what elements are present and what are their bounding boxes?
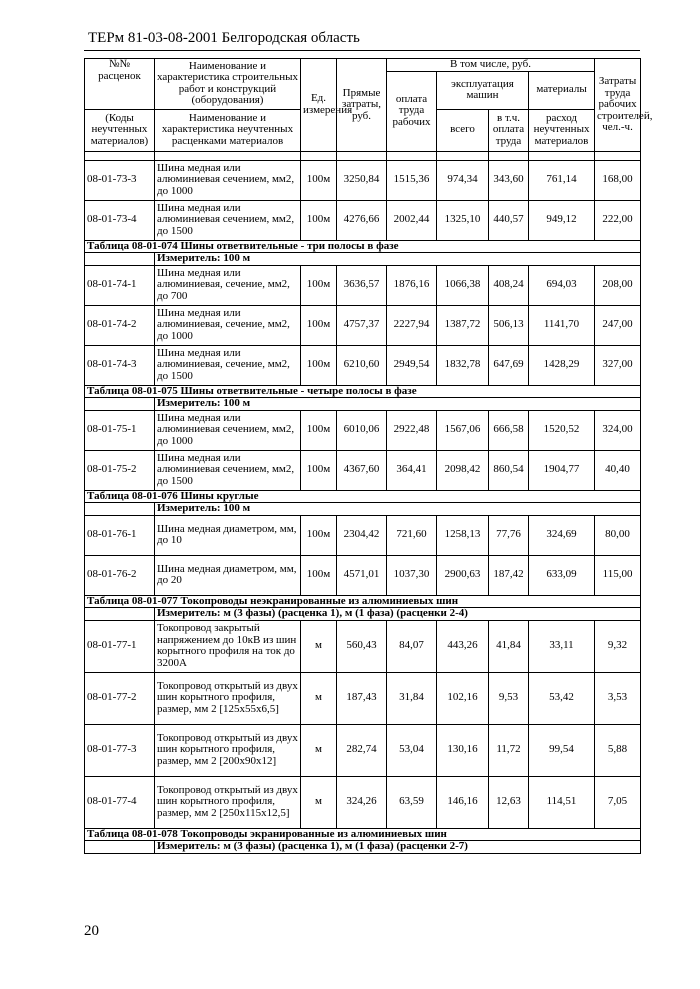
rate-wages: 53,04 [387, 724, 437, 776]
rate-materials: 1428,29 [529, 345, 595, 385]
rate-machines: 1325,10 [437, 200, 489, 240]
rate-unit: 100м [301, 345, 337, 385]
measure-spacer [85, 608, 155, 621]
measure-label: Измеритель: 100 м [155, 398, 641, 411]
table-title: Таблица 08-01-074 Шины ответвительные - три полосы в фазе [85, 240, 641, 253]
rate-machines: 1066,38 [437, 265, 489, 305]
col-incl-wages-header: в т.ч. оплата труда [489, 109, 529, 151]
rate-materials: 33,11 [529, 620, 595, 672]
rate-machines: 2900,63 [437, 555, 489, 595]
rate-machines: 443,26 [437, 620, 489, 672]
rates-table [84, 58, 653, 854]
rate-machines: 102,16 [437, 672, 489, 724]
header-rule [84, 50, 640, 51]
rate-wages: 2922,48 [387, 410, 437, 450]
table-title-row [85, 595, 641, 608]
measure-row [85, 398, 641, 411]
rate-labor: 7,05 [595, 776, 641, 828]
table-title-row [85, 490, 641, 503]
rate-direct: 560,43 [337, 620, 387, 672]
rate-code: 08-01-74-2 [85, 305, 155, 345]
rate-code: 08-01-77-4 [85, 776, 155, 828]
rate-labor: 9,32 [595, 620, 641, 672]
rate-code: 08-01-77-2 [85, 672, 155, 724]
table-row [85, 265, 641, 305]
rate-name: Шина медная или алюминиевая, сечение, мм2, до 700 [155, 265, 301, 305]
rate-wages: 1515,36 [387, 160, 437, 200]
rate-unit: 100м [301, 265, 337, 305]
table-title: Таблица 08-01-077 Токопроводы неэкранированные из алюминиевых шин [85, 595, 641, 608]
table-row [85, 555, 641, 595]
rate-wages: 1876,16 [387, 265, 437, 305]
rate-materials: 1141,70 [529, 305, 595, 345]
rate-unit: 100м [301, 450, 337, 490]
rate-name: Токопровод открытый из двух шин корытного профиля, размер, мм 2 [200x90x12] [155, 724, 301, 776]
rate-code: 08-01-73-4 [85, 200, 155, 240]
page-number: 20 [84, 923, 99, 939]
measure-label: Измеритель: 100 м [155, 503, 641, 516]
table-row [85, 724, 641, 776]
col-direct-header: Прямые затраты, руб. [337, 59, 387, 152]
rate-name: Шина медная или алюминиевая, сечение, мм2, до 1500 [155, 345, 301, 385]
rate-incl-wages: 12,63 [489, 776, 529, 828]
rate-materials: 1904,77 [529, 450, 595, 490]
measure-row [85, 253, 641, 266]
rate-unit: м [301, 776, 337, 828]
rate-wages: 63,59 [387, 776, 437, 828]
rate-direct: 2304,42 [337, 515, 387, 555]
rate-direct: 4367,60 [337, 450, 387, 490]
table-row [85, 620, 641, 672]
table-title: Таблица 08-01-078 Токопроводы экранированные из алюминиевых шин [85, 828, 641, 841]
col-labor-header: Затраты труда рабочих строителей, чел.-ч. [595, 59, 641, 152]
rate-materials: 694,03 [529, 265, 595, 305]
rate-incl-wages: 187,42 [489, 555, 529, 595]
measure-row [85, 503, 641, 516]
rate-incl-wages: 666,58 [489, 410, 529, 450]
rate-name: Шина медная или алюминиевая сечением, мм2, до 1000 [155, 160, 301, 200]
rate-code: 08-01-75-2 [85, 450, 155, 490]
table-title-row [85, 828, 641, 841]
rate-name: Шина медная диаметром, мм, до 20 [155, 555, 301, 595]
rate-labor: 208,00 [595, 265, 641, 305]
rate-direct: 6010,06 [337, 410, 387, 450]
rate-incl-wages: 9,53 [489, 672, 529, 724]
rate-materials: 114,51 [529, 776, 595, 828]
table-row [85, 410, 641, 450]
rate-code: 08-01-76-2 [85, 555, 155, 595]
rate-direct: 187,43 [337, 672, 387, 724]
rate-wages: 364,41 [387, 450, 437, 490]
measure-spacer [85, 503, 155, 516]
rate-unit: м [301, 620, 337, 672]
rate-name: Шина медная или алюминиевая сечением, мм2, до 1500 [155, 450, 301, 490]
rate-materials: 53,42 [529, 672, 595, 724]
rate-labor: 80,00 [595, 515, 641, 555]
rate-incl-wages: 506,13 [489, 305, 529, 345]
rate-unit: 100м [301, 515, 337, 555]
rate-incl-wages: 440,57 [489, 200, 529, 240]
measure-spacer [85, 398, 155, 411]
rate-name: Шина медная или алюминиевая, сечение, мм2, до 1000 [155, 305, 301, 345]
col-machines-header: эксплуатация машин [437, 71, 529, 109]
rate-materials: 99,54 [529, 724, 595, 776]
rate-incl-wages: 647,69 [489, 345, 529, 385]
col-total-header: всего [437, 109, 489, 151]
table-row [85, 515, 641, 555]
rate-materials: 949,12 [529, 200, 595, 240]
rate-code: 08-01-77-3 [85, 724, 155, 776]
rate-unit: 100м [301, 200, 337, 240]
rate-unit: м [301, 724, 337, 776]
col-materials-header: материалы [529, 71, 595, 109]
table-title: Таблица 08-01-076 Шины круглые [85, 490, 641, 503]
col-wages-header: оплата труда рабочих [387, 71, 437, 151]
rate-machines: 1832,78 [437, 345, 489, 385]
rate-materials: 1520,52 [529, 410, 595, 450]
table-row [85, 160, 641, 200]
rate-code: 08-01-74-3 [85, 345, 155, 385]
rate-labor: 115,00 [595, 555, 641, 595]
rate-labor: 324,00 [595, 410, 641, 450]
rate-unit: 100м [301, 410, 337, 450]
rate-incl-wages: 408,24 [489, 265, 529, 305]
rate-direct: 3250,84 [337, 160, 387, 200]
rate-name: Шина медная диаметром, мм, до 10 [155, 515, 301, 555]
rate-machines: 130,16 [437, 724, 489, 776]
table-title-row [85, 385, 641, 398]
rate-unit: 100м [301, 555, 337, 595]
rate-labor: 327,00 [595, 345, 641, 385]
rate-direct: 324,26 [337, 776, 387, 828]
measure-row [85, 608, 641, 621]
rate-code: 08-01-77-1 [85, 620, 155, 672]
rate-machines: 1567,06 [437, 410, 489, 450]
rate-wages: 84,07 [387, 620, 437, 672]
rate-code: 08-01-76-1 [85, 515, 155, 555]
table-row [85, 305, 641, 345]
table-row [85, 345, 641, 385]
rate-incl-wages: 11,72 [489, 724, 529, 776]
rate-code: 08-01-75-1 [85, 410, 155, 450]
rate-direct: 4757,37 [337, 305, 387, 345]
col-name-header: Наименование и характеристика строительных работ и конструкций (оборудования) [155, 59, 301, 110]
measure-spacer [85, 841, 155, 854]
rate-direct: 3636,57 [337, 265, 387, 305]
rate-wages: 2227,94 [387, 305, 437, 345]
rate-code: 08-01-74-1 [85, 265, 155, 305]
rate-materials: 761,14 [529, 160, 595, 200]
col-incl-header: В том числе, руб. [387, 59, 595, 72]
col-name-sub-header: Наименование и характеристика неучтенных расценками материалов [155, 109, 301, 151]
measure-spacer [85, 253, 155, 266]
rate-labor: 40,40 [595, 450, 641, 490]
rate-machines: 1387,72 [437, 305, 489, 345]
rate-incl-wages: 41,84 [489, 620, 529, 672]
rate-machines: 2098,42 [437, 450, 489, 490]
rate-direct: 4276,66 [337, 200, 387, 240]
rate-name: Токопровод закрытый напряжением до 10кВ из шин корытного профиля на ток до 3200А [155, 620, 301, 672]
rate-wages: 31,84 [387, 672, 437, 724]
rate-name: Шина медная или алюминиевая сечением, мм2, до 1500 [155, 200, 301, 240]
rate-name: Шина медная или алюминиевая сечением, мм2, до 1000 [155, 410, 301, 450]
rate-name: Токопровод открытый из двух шин корытного профиля, размер, мм 2 [125x55x6,5] [155, 672, 301, 724]
table-row [85, 672, 641, 724]
rate-unit: м [301, 672, 337, 724]
rate-incl-wages: 860,54 [489, 450, 529, 490]
measure-row [85, 841, 641, 854]
measure-label: Измеритель: 100 м [155, 253, 641, 266]
page-header: ТЕРм 81-03-08-2001 Белгородская область [88, 30, 360, 46]
rate-code: 08-01-73-3 [85, 160, 155, 200]
rate-labor: 3,53 [595, 672, 641, 724]
col-mat-cons-header: расход неучтенных материалов [529, 109, 595, 151]
table-row [85, 776, 641, 828]
rate-name: Токопровод открытый из двух шин корытного профиля, размер, мм 2 [250x115x12,5] [155, 776, 301, 828]
table-row [85, 200, 641, 240]
rate-direct: 282,74 [337, 724, 387, 776]
rate-materials: 633,09 [529, 555, 595, 595]
table-title-row [85, 240, 641, 253]
rate-direct: 6210,60 [337, 345, 387, 385]
rate-materials: 324,69 [529, 515, 595, 555]
measure-label: Измеритель: м (3 фазы) (расценка 1), м (1 фаза) (расценки 2-7) [155, 841, 641, 854]
table-row [85, 450, 641, 490]
rate-wages: 721,60 [387, 515, 437, 555]
rate-wages: 1037,30 [387, 555, 437, 595]
rate-wages: 2002,44 [387, 200, 437, 240]
table-title: Таблица 08-01-075 Шины ответвительные - четыре полосы в фазе [85, 385, 641, 398]
rate-labor: 5,88 [595, 724, 641, 776]
rate-incl-wages: 77,76 [489, 515, 529, 555]
col-unit-header: Ед. измерения [301, 59, 337, 152]
rate-machines: 146,16 [437, 776, 489, 828]
rate-machines: 1258,13 [437, 515, 489, 555]
col-code-header: №№ расценок [85, 59, 155, 110]
rate-labor: 168,00 [595, 160, 641, 200]
rate-unit: 100м [301, 305, 337, 345]
rate-direct: 4571,01 [337, 555, 387, 595]
col-code-sub-header: (Коды неучтенных материалов) [85, 109, 155, 151]
rate-unit: 100м [301, 160, 337, 200]
measure-label: Измеритель: м (3 фазы) (расценка 1), м (1 фаза) (расценки 2-4) [155, 608, 641, 621]
rate-incl-wages: 343,60 [489, 160, 529, 200]
rate-machines: 974,34 [437, 160, 489, 200]
rate-wages: 2949,54 [387, 345, 437, 385]
rate-labor: 247,00 [595, 305, 641, 345]
rate-labor: 222,00 [595, 200, 641, 240]
